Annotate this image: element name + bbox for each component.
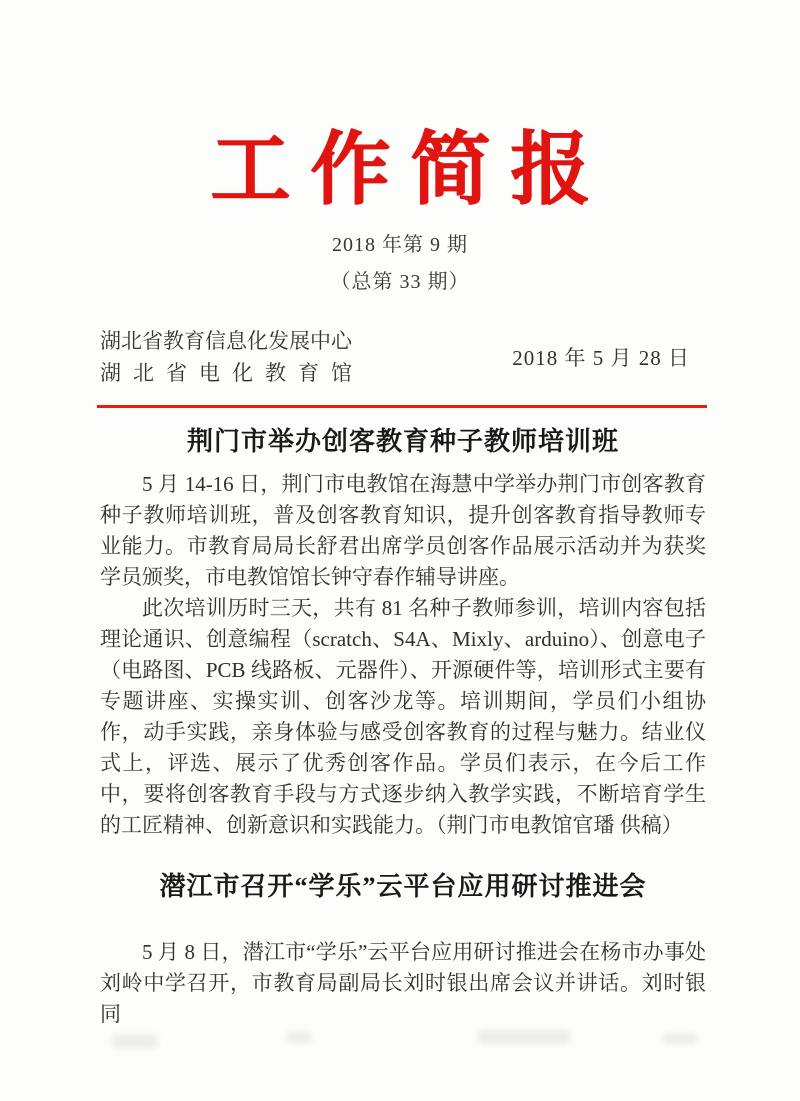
publisher-orgs xyxy=(100,325,352,389)
red-divider-rule xyxy=(97,405,707,408)
article-jingmen-paragraph-1: 5 月 14-16 日，荆门市电教馆在海慧中学举办荆门市创客教育种子教师培训班，普及创客教育知识，提升创客教育指导教师专业能力。市教育局局长舒君出席学员创客作品展示活动并为获奖学员颁奖，市电教馆馆长钟守春作辅导讲座。 xyxy=(100,472,706,589)
publisher-block xyxy=(100,325,704,389)
publisher-org-line-2: 湖 北 省 电 化 教 育 馆 xyxy=(100,361,352,385)
article-qianjiang-title: 潜江市召开“学乐”云平台应用研讨推进会 xyxy=(159,872,647,901)
article-jingmen-title: 荆门市举办创客教育种子教师培训班 xyxy=(186,427,619,456)
bleedthrough-mark xyxy=(286,1032,312,1043)
publisher-org-line-1: 湖北省教育信息化发展中心 xyxy=(100,329,352,353)
article-qianjiang-paragraph-1: 5 月 8 日，潜江市“学乐”云平台应用研讨推进会在杨市办事处刘岭中学召开，市教育局副局长刘时银出席会议并讲话。刘时银同 xyxy=(100,940,706,1026)
bulletin-content xyxy=(100,427,706,1030)
issue-number: 2018 年第 9 期 xyxy=(332,234,468,256)
article-qianjiang xyxy=(100,872,706,1030)
bleedthrough-mark xyxy=(663,1033,697,1044)
bulletin-title: 工 作 简 报 xyxy=(210,127,590,215)
cumulative-issue-number: （总第 33 期） xyxy=(330,271,470,293)
publish-date: 2018 年 5 月 28 日 xyxy=(512,346,690,370)
article-jingmen xyxy=(100,427,706,841)
bleedthrough-mark xyxy=(478,1030,570,1044)
bleedthrough-mark xyxy=(112,1034,158,1048)
masthead xyxy=(0,0,800,295)
article-jingmen-paragraph-2: 此次培训历时三天，共有 81 名种子教师参训，培训内容包括理论通识、创意编程（scratch、S4A、Mixly、arduino）、创意电子（电路图、PCB 线路板、元器件）、开源硬件等，培训形式主要有专题讲座、实操实训、创客沙龙等。培训期间，学员们小组协作，动手实践，亲身体验与感受创客教育的过程与魅力。结业仪式上，评选、展示了优秀创客作品。学员们表示，在今后工作中，要将创客教育手段与方式逐步纳入教学实践，不断培育学生的工匠精神、创新意识和实践能力。（荆门市电教馆官璠 供稿） xyxy=(100,596,706,837)
